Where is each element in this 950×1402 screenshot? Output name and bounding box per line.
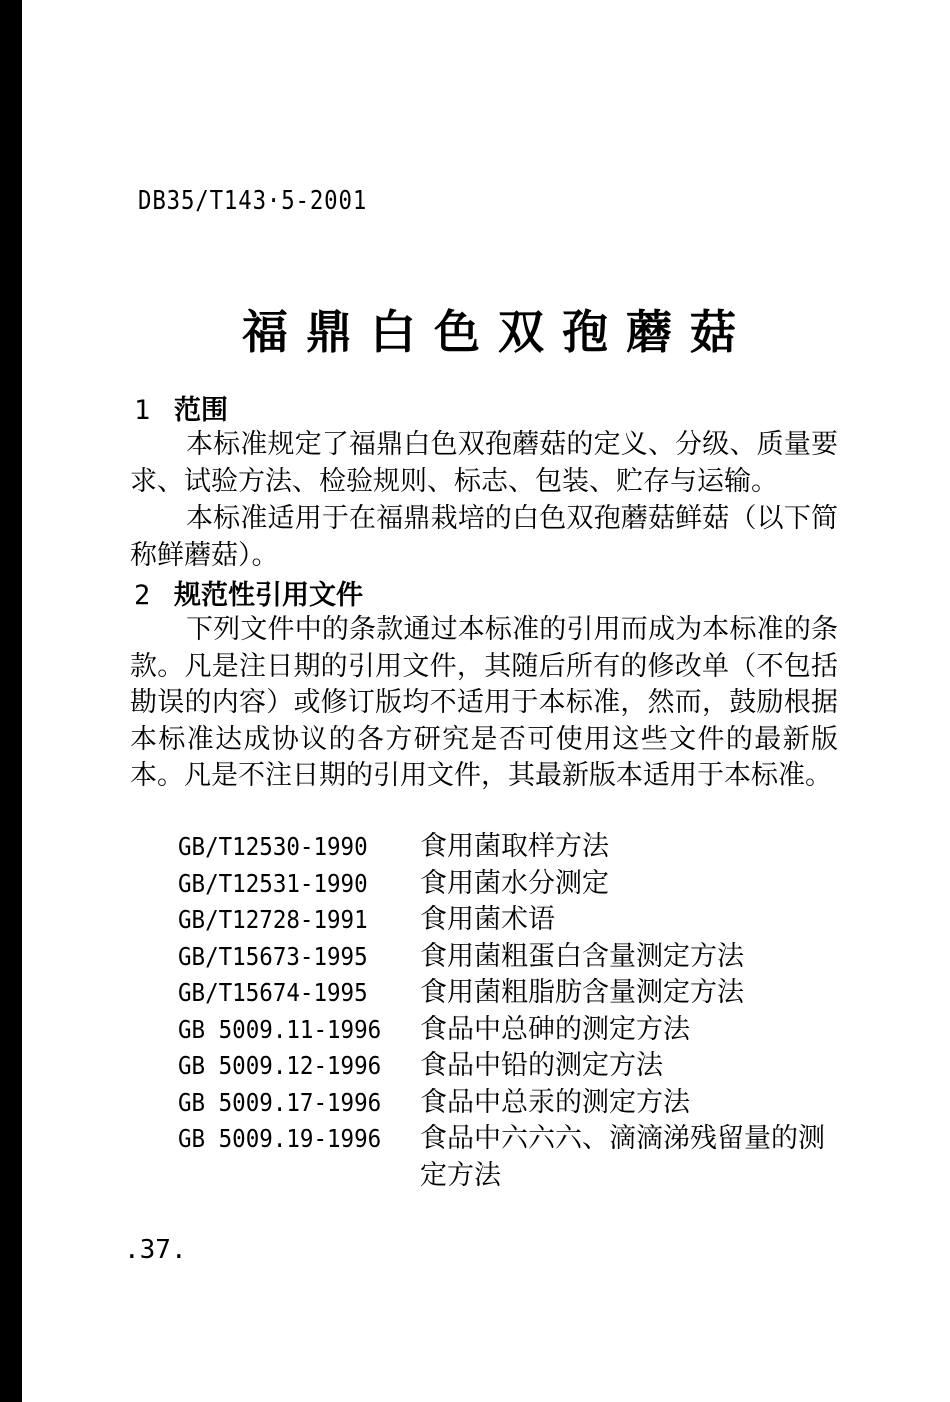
- scan-edge: [0, 0, 22, 1402]
- reference-code: GB 5009.11-1996: [178, 1014, 382, 1044]
- reference-code: GB/T15673-1995: [178, 941, 368, 971]
- reference-name: 食用菌粗脂肪含量测定方法: [420, 977, 744, 1008]
- reference-code: GB/T12531-1990: [178, 868, 368, 898]
- standard-code: DB35/T143·5-2001: [138, 186, 368, 216]
- reference-code: GB/T15674-1995: [178, 978, 368, 1007]
- reference-item: [178, 1012, 838, 1049]
- section-2-heading: [134, 573, 363, 612]
- reference-item: [178, 939, 838, 976]
- section-1-paragraph-2: 本标准适用于在福鼎栽培的白色双孢蘑菇鲜菇（以下简称鲜蘑菇）。: [130, 503, 838, 571]
- reference-name: 食用菌取样方法: [420, 831, 609, 862]
- reference-item: [178, 1085, 838, 1122]
- reference-list: [178, 829, 838, 1194]
- document-title: 福鼎白色双孢蘑菇: [242, 305, 754, 359]
- reference-code: GB 5009.12-1996: [178, 1051, 382, 1080]
- reference-code: GB 5009.17-1996: [178, 1087, 382, 1117]
- reference-name: 食用菌术语: [420, 904, 555, 935]
- reference-item: [178, 1121, 838, 1194]
- section-2-paragraph-1: 下列文件中的条款通过本标准的引用而成为本标准的条款。凡是注日期的引用文件，其随后所有的修改单（不包括勘误的内容）或修订版均不适用于本标准，然而，鼓励根据本标准达成协议的各方研究是否可使用这些文件的最新版本。凡是不注日期的引用文件，其最新版本适用于本标准。: [130, 614, 838, 791]
- reference-item: [178, 829, 838, 866]
- section-1-title: 范围: [174, 395, 228, 426]
- section-1-heading: [134, 388, 228, 427]
- reference-name: 食品中六六六、滴滴涕残留量的测定方法: [420, 1123, 825, 1191]
- reference-name: 食用菌粗蛋白含量测定方法: [420, 940, 744, 972]
- reference-name: 食用菌水分测定: [420, 867, 609, 899]
- section-1-number: 1: [134, 395, 151, 426]
- reference-code: GB/T12728-1991: [178, 905, 368, 934]
- reference-item: [178, 866, 838, 903]
- reference-item: [178, 902, 838, 939]
- reference-item: [178, 975, 838, 1012]
- reference-name: 食品中总砷的测定方法: [420, 1013, 690, 1045]
- reference-code: GB 5009.19-1996: [178, 1124, 382, 1153]
- section-1-paragraph-1: 本标准规定了福鼎白色双孢蘑菇的定义、分级、质量要求、试验方法、检验规则、标志、包装、贮存与运输。: [130, 429, 838, 497]
- reference-name: 食品中铅的测定方法: [420, 1050, 663, 1081]
- reference-code: GB/T12530-1990: [178, 832, 368, 861]
- reference-item: [178, 1048, 838, 1085]
- page-number: .37.: [124, 1235, 187, 1265]
- section-2-number: 2: [134, 580, 151, 611]
- reference-name: 食品中总汞的测定方法: [420, 1086, 690, 1118]
- section-2-title: 规范性引用文件: [174, 580, 363, 611]
